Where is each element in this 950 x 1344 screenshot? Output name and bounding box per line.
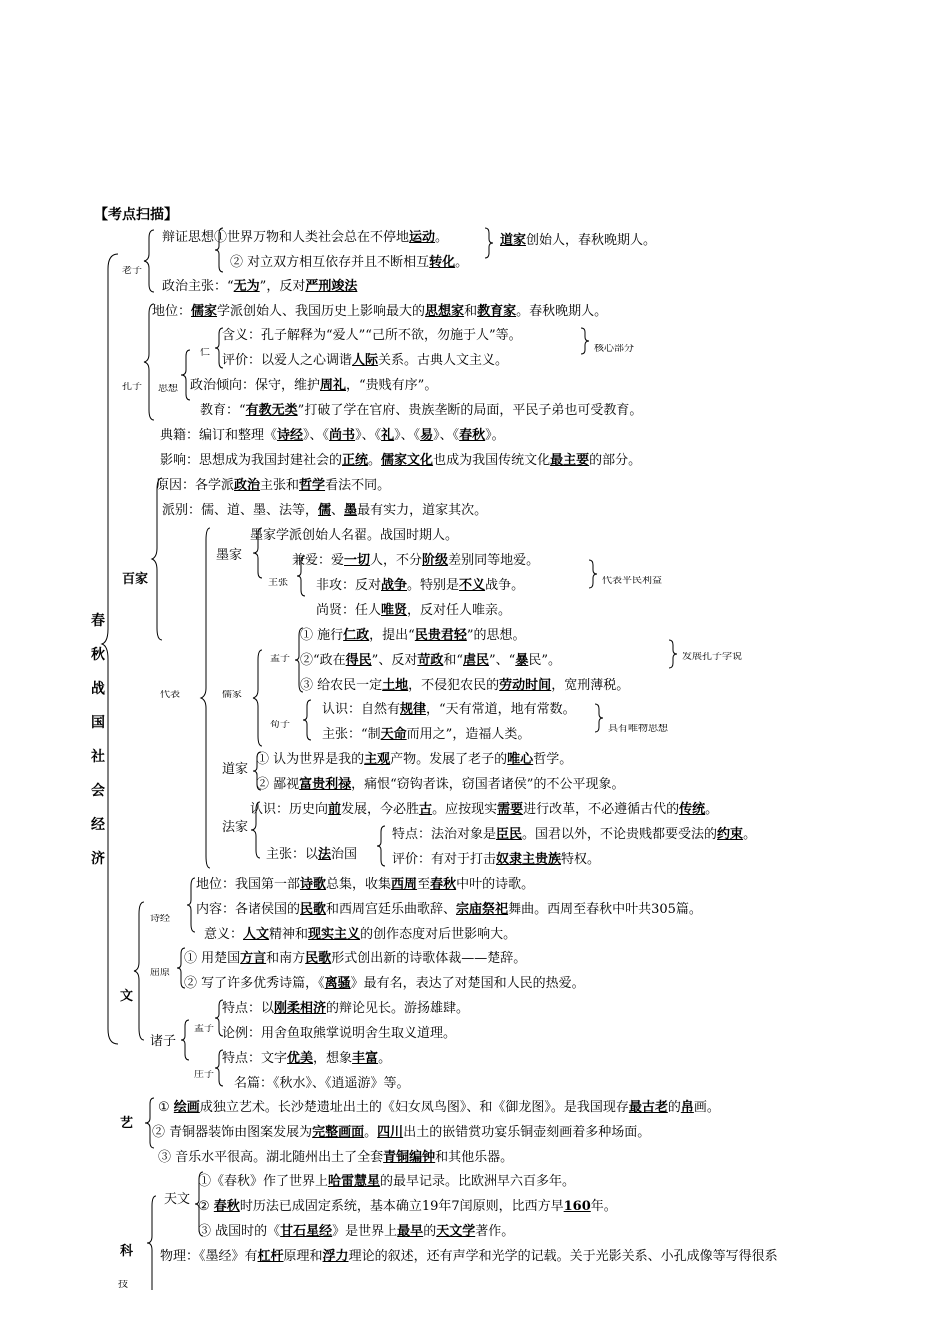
- line-mengzi-2: ②“政在得民”、反对苛政和“虐民”、“暴民”。: [300, 653, 561, 668]
- line-feigong: 非攻：反对战争。特别是不义战争。: [316, 578, 525, 593]
- fragment-zhuzi-big: 代表: [160, 690, 180, 698]
- label-baijia: 百家: [122, 572, 149, 587]
- kongzi-brace: [142, 304, 156, 420]
- line-zhuangzi-1: ① 认为世界是我的主观产物。发展了老子的唯心哲学。: [256, 752, 573, 767]
- label-zhuzi: 诸子: [150, 1034, 177, 1049]
- fragment-zhuzhang: 主张: [268, 578, 288, 586]
- fragment-daibiao-pingmin: 代表平民利益: [602, 576, 662, 584]
- fragment-mengzi2: 孟子: [194, 1024, 214, 1032]
- fragment-hexin: 核心部分: [594, 344, 634, 352]
- main-brace: [100, 254, 120, 1044]
- line-bianzheng-2: ② 对立双方相互依存并且不断相互转化。: [230, 255, 469, 270]
- label-daojia: 道家: [222, 762, 249, 777]
- vertical-title-char: 秋: [91, 647, 105, 663]
- fazhi-brace: [376, 826, 386, 866]
- fragment-kongzi: 孔子: [122, 382, 142, 390]
- line-fazhi-feature: 特点：法治对象是臣民。国君以外，不论贵贱都要受法的约束。: [392, 827, 757, 842]
- xunzi-right-brace: [594, 704, 604, 732]
- label-wen: 文: [120, 989, 134, 1004]
- line-shangxian: 尚贤：任人唯贤，反对任人唯亲。: [316, 603, 512, 618]
- line-mengzi2-example: 论例：用舍鱼取熊掌说明舍生取义道理。: [222, 1026, 457, 1041]
- line-astronomy-3: ③ 战国时的《甘石星经》是世界上最早的天文学著作。: [198, 1224, 515, 1239]
- line-astronomy-2: ② 春秋时历法已成固定系统，基本确立19年7闰原则，比西方早160年。: [198, 1199, 617, 1214]
- fragment-ruojia: 儒家: [222, 690, 242, 698]
- line-fazhi-evaluation: 评价：有对于打击奴隶主贵族特权。: [392, 852, 601, 867]
- fragment-zhuangzi: 庄子: [194, 1070, 214, 1078]
- line-zhuangzi-feature: 特点：文字优美，想象丰富。: [222, 1051, 392, 1066]
- fragment-shijing: 诗经: [150, 914, 170, 922]
- line-education: 教育：“有教无类”打破了学在官府、贵族垄断的局面，平民子弟也可受教育。: [200, 403, 643, 418]
- line-physics: 物理：《墨经》有杠杆原理和浮力理论的叙述，还有声学和光学的记载。关于光影关系、小孔成像等写得很系: [160, 1249, 778, 1264]
- fragment-ren: 仁: [200, 348, 210, 356]
- line-xunzi-understanding: 认识：自然有规律，“天有常道，地有常数。: [322, 702, 576, 717]
- line-ren-meaning: 含义：孔子解释为“爱人”“己所不欲，勿施于人”等。: [222, 328, 522, 343]
- line-jianai: 兼爱：爱一切人，不分阶级差别同等地爱。: [292, 553, 540, 568]
- ruojia-brace: [252, 650, 264, 746]
- keji-brace: [146, 1196, 158, 1290]
- line-mengzi-3: ③ 给农民一定土地，不侵犯农民的劳动时间，宽刑薄税。: [300, 678, 630, 693]
- daojia-right-brace: [484, 228, 494, 258]
- line-schools: 派别：儒、道、墨、法等，儒、墨最有实力，道家其次。: [162, 503, 488, 518]
- daibiao-brace: [200, 528, 212, 868]
- fragment-laozi: 老子: [122, 266, 142, 274]
- line-mengzi2-feature: 特点：以刚柔相济的辩论见长。游扬雄肆。: [222, 1001, 470, 1016]
- fragment-mengzi: 孟子: [270, 654, 290, 662]
- vertical-title-char: 济: [91, 851, 105, 867]
- label-tianwen: 天文: [164, 1192, 191, 1207]
- vertical-title-char: 春: [91, 613, 105, 629]
- line-mengzi-1: ① 施行仁政，提出“民贵君轻”的思想。: [300, 628, 526, 643]
- label-yi: 艺: [120, 1116, 134, 1131]
- line-laozi-politics: 政治主张：“无为”，反对严刑竣法: [162, 279, 358, 294]
- vertical-title-char: 社: [91, 749, 105, 765]
- line-daojia-founder: 道家创始人，春秋晚期人。: [500, 233, 657, 248]
- xunzi-brace: [302, 700, 312, 740]
- fragment-ji: 技: [118, 1280, 128, 1288]
- line-quyuan-1: ① 用楚国方言和南方民歌形式创出新的诗歌体裁——楚辞。: [184, 951, 527, 966]
- ren-right-brace: [580, 328, 590, 354]
- line-fazhi-proposal: 主张：以法治国: [266, 847, 358, 862]
- mojia-right-brace: [588, 560, 598, 588]
- line-shijing-significance: 意义：人文精神和现实主义的创作态度对后世影响大。: [204, 927, 517, 942]
- line-politics-tendency: 政治倾向：保守，维护周礼，“贵贱有序”。: [190, 378, 438, 393]
- line-kongzi-status: 地位：儒家学派创始人、我国历史上影响最大的思想家和教育家。春秋晚期人。: [152, 304, 608, 319]
- line-shijing-status: 地位：我国第一部诗歌总集，收集西周至春秋中叶的诗歌。: [196, 877, 535, 892]
- zhuzi-brace: [180, 1020, 190, 1060]
- line-zhuangzi-2: ② 鄙视富贵利禄，痛恨“窃钩者诛，窃国者诸侯”的不公平现象。: [256, 777, 625, 792]
- line-ren-evaluation: 评价：以爱人之心调谐人际关系。古典人文主义。: [222, 353, 509, 368]
- label-fajia: 法家: [222, 820, 249, 835]
- line-influence: 影响：思想成为我国封建社会的正统。儒家文化也成为我国传统文化最主要的部分。: [160, 453, 642, 468]
- line-art-2: ② 青铜器装饰由图案发展为完整画面。四川出土的嵌错赏功宴乐铜壶刻画着多种场面。: [152, 1125, 651, 1140]
- laozi-brace: [142, 230, 156, 292]
- fragment-xunzi: 荀子: [270, 720, 290, 728]
- wen-brace: [132, 902, 146, 1040]
- line-bianzheng-1: 辩证思想①世界万物和人类社会总在不停地运动。: [162, 230, 449, 245]
- line-fajia-understanding: 认识：历史向前发展，今必胜古。应按现实需要进行改革，不必遵循古代的传统。: [250, 802, 719, 817]
- line-astronomy-1: ①《春秋》作了世界上哈雷慧星的最早记录。比欧洲早六百多年。: [198, 1174, 576, 1189]
- vertical-title-char: 经: [91, 817, 105, 833]
- fragment-fazhan: 发展孔子学说: [682, 652, 742, 660]
- line-zhuangzi-works: 名篇：《秋水》、《逍遥游》等。: [234, 1076, 410, 1091]
- fragment-quyuan: 屈原: [150, 968, 170, 976]
- line-mozi-founder: 墨家学派创始人名翟。战国时期人。: [250, 528, 459, 543]
- vertical-title-char: 会: [91, 783, 105, 799]
- label-mojia: 墨家: [216, 548, 243, 563]
- line-art-1: ① 绘画成独立艺术。长沙楚遗址出土的《妇女凤鸟图》、和《御龙图》。是我国现存最古老的帛画。: [158, 1100, 720, 1115]
- shijing-brace: [186, 878, 196, 932]
- line-shijing-content: 内容：各诸侯国的民歌和西周宫廷乐曲歌辞、宗庙祭祀舞曲。西周至春秋中叶共305篇。: [196, 902, 702, 917]
- vertical-title-char: 战: [91, 681, 105, 697]
- line-art-3: ③ 音乐水平很高。湖北随州出土了全套青铜编钟和其他乐器。: [158, 1150, 514, 1165]
- line-quyuan-2: ② 写了许多优秀诗篇，《离骚》最有名，表达了对楚国和人民的热爱。: [184, 976, 585, 991]
- label-ke: 科: [120, 1244, 134, 1259]
- fragment-sixiang: 思想: [158, 384, 178, 392]
- line-classics: 典籍：编订和整理《诗经》、《尚书》、《礼》、《易》、《春秋》。: [160, 428, 505, 443]
- vertical-title-char: 国: [91, 715, 105, 731]
- fragment-weiwu: 具有唯物思想: [608, 724, 668, 732]
- mengzi-right-brace: [668, 640, 678, 668]
- line-reason: 原因：各学派政治主张和哲学看法不同。: [156, 478, 391, 493]
- line-xunzi-proposal: 主张：“制天命而用之”，造福人类。: [322, 727, 531, 742]
- section-heading: 【考点扫描】: [94, 207, 178, 223]
